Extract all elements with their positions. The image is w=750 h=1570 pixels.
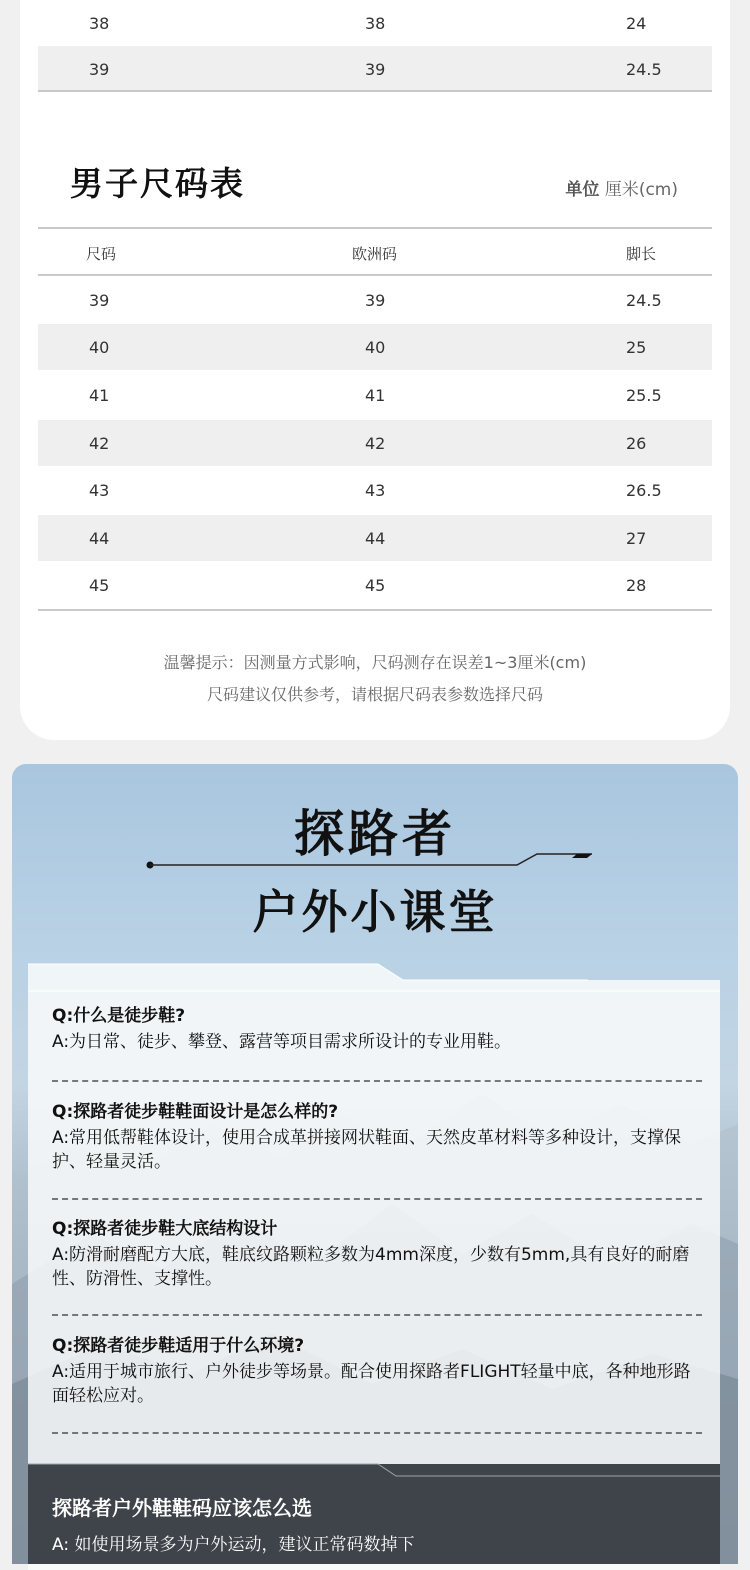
page-title: 男子尺码表: [70, 164, 245, 203]
unit-label: [565, 175, 678, 200]
eu-size-cell: 38: [365, 13, 386, 33]
question-text: Q:探路者徒步鞋鞋面设计是怎么样的?: [52, 1102, 339, 1122]
size-guide-section: [28, 1464, 720, 1564]
table-row: [38, 324, 712, 370]
qa-item: [52, 1334, 702, 1408]
eu-size-cell: 45: [365, 575, 386, 595]
table-row: [38, 0, 712, 46]
answer-text: A:为日常、徒步、攀登、露营等项目需求所设计的专业用鞋。: [52, 1032, 512, 1052]
size-cell: 39: [89, 59, 110, 79]
table-divider: [38, 227, 712, 229]
size-cell: 41: [89, 385, 110, 405]
qa-divider: [52, 1080, 702, 1082]
dark-bar-tab: [28, 1460, 720, 1480]
foot-length-cell: 24.5: [626, 59, 662, 79]
table-row: [38, 420, 712, 466]
qa-divider: [52, 1432, 702, 1434]
title-divider: [142, 852, 602, 872]
brand-title: 探路者: [294, 805, 456, 863]
question-text: Q:探路者徒步鞋大底结构设计: [52, 1219, 278, 1239]
size-cell: 40: [89, 337, 110, 357]
question-text: Q:探路者徒步鞋适用于什么环境?: [52, 1336, 305, 1356]
answer-text: A:适用于城市旅行、户外徒步等场景。配合使用探路者FLIGHT轻量中底，各种地形路面轻松应对。: [52, 1362, 691, 1406]
size-cell: 43: [89, 480, 110, 500]
foot-length-cell: 26.5: [626, 480, 662, 500]
size-tip-line1: 温馨提示：因测量方式影响，尺码测存在误差1~3厘米(cm): [163, 653, 587, 672]
panel-tab-shape: [28, 962, 720, 992]
unit-label-value: 厘米(cm): [604, 180, 678, 200]
eu-size-cell: 40: [365, 337, 386, 357]
foot-length-cell: 27: [626, 528, 647, 548]
eu-size-cell: 39: [365, 59, 386, 79]
size-guide-title: 探路者户外鞋鞋码应该怎么选: [52, 1496, 312, 1520]
table-row: [38, 467, 712, 513]
answer-text: A:防滑耐磨配方大底，鞋底纹路颗粒多数为4mm深度，少数有5mm,具有良好的耐磨性、防滑性、支撑性。: [52, 1245, 690, 1289]
eu-size-cell: 39: [365, 290, 386, 310]
eu-size-cell: 44: [365, 528, 386, 548]
unit-label-key: 单位: [565, 180, 600, 200]
foot-length-cell: 25: [626, 337, 647, 357]
qa-item: [52, 1100, 702, 1174]
eu-size-cell: 41: [365, 385, 386, 405]
header-size: 尺码: [86, 244, 117, 263]
foot-length-cell: 25.5: [626, 385, 662, 405]
table-row: [38, 277, 712, 323]
table-divider: [38, 274, 712, 276]
outdoor-class-section: [12, 764, 738, 1564]
qa-item: [52, 1004, 702, 1054]
answer-text: A:常用低帮鞋体设计，使用合成革拼接网状鞋面、天然皮革材料等多种设计，支撑保护、轻量灵活。: [52, 1128, 682, 1172]
table-row: [38, 372, 712, 418]
course-title: 户外小课堂: [252, 885, 498, 939]
qa-item: [52, 1217, 702, 1291]
header-foot-length: 脚长: [626, 244, 657, 263]
size-tip-line2: 尺码建议仅供参考，请根据尺码表参数选择尺码: [206, 685, 543, 704]
size-cell: 39: [89, 290, 110, 310]
size-cell: 42: [89, 433, 110, 453]
table-row: [38, 515, 712, 561]
table-row: [38, 46, 712, 92]
table-divider: [38, 609, 712, 611]
eu-size-cell: 43: [365, 480, 386, 500]
size-chart-card: [20, 0, 730, 740]
foot-length-cell: 24: [626, 13, 647, 33]
qa-divider: [52, 1314, 702, 1316]
table-row: [38, 562, 712, 608]
size-guide-text: A: 如使用场景多为户外运动，建议正常码数掉下: [52, 1535, 415, 1555]
table-header: [38, 230, 712, 276]
eu-size-cell: 42: [365, 433, 386, 453]
size-cell: 45: [89, 575, 110, 595]
size-cell: 38: [89, 13, 110, 33]
foot-length-cell: 26: [626, 433, 647, 453]
qa-divider: [52, 1198, 702, 1200]
foot-length-cell: 24.5: [626, 290, 662, 310]
header-eu-size: 欧洲码: [352, 244, 398, 263]
table-divider: [38, 90, 712, 92]
foot-length-cell: 28: [626, 575, 647, 595]
size-cell: 44: [89, 528, 110, 548]
question-text: Q:什么是徒步鞋?: [52, 1006, 186, 1026]
